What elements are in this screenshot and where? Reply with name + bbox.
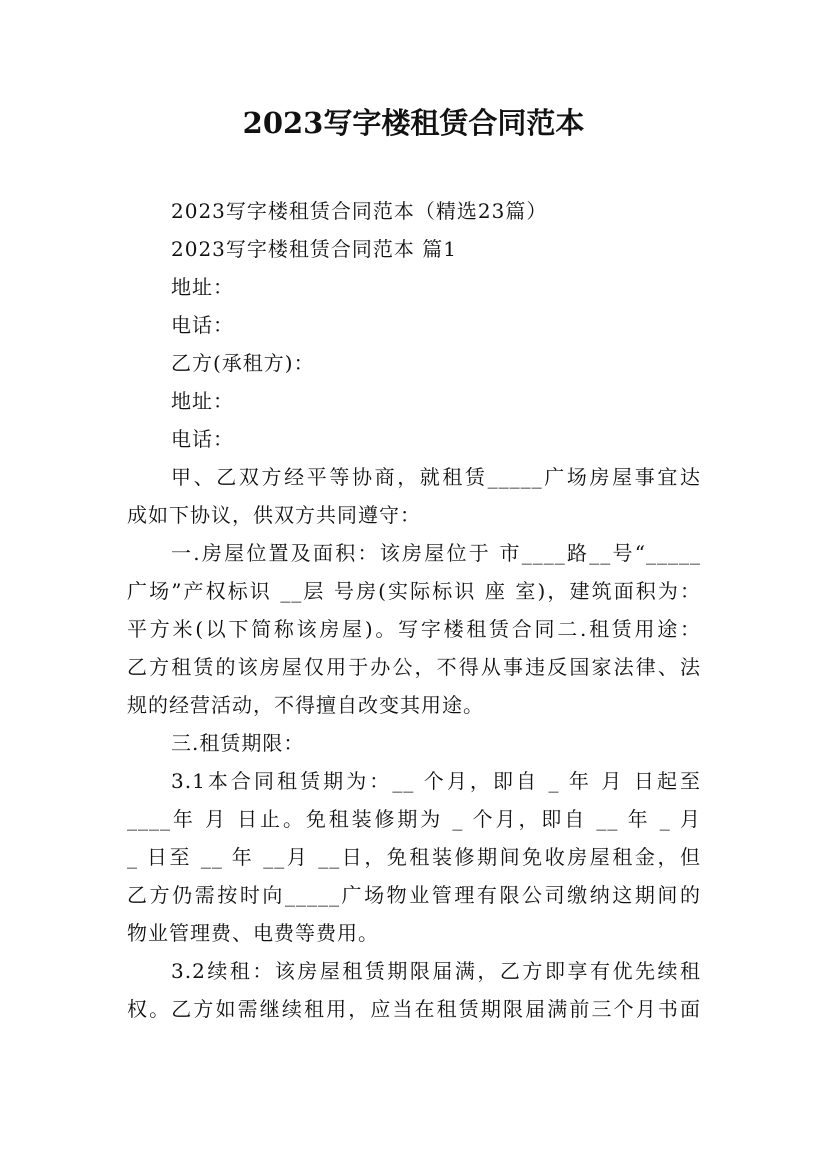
body-line: 电话： [171,313,234,337]
body-line: 三.租赁期限： [171,731,305,755]
body-line: 电话： [171,427,234,451]
body-line: 成如下协议，供双方共同遵守： [127,503,421,527]
body-line: 地址： [171,275,234,299]
body-line: 乙方租赁的该房屋仅用于办公，不得从事违反国家法律、法 [127,655,701,679]
body-line: 一.房屋位置及面积：该房屋位于 市____路__号“_____ [171,541,701,565]
body-line: 3.1本合同租赁期为：__ 个月，即自 _ 年 月 日起至 [171,769,701,793]
body-line: 乙方仍需按时向_____广场物业管理有限公司缴纳这期间的 [127,883,701,907]
document-body [127,192,701,1028]
body-line: _ 日至 __ 年 __月 __日，免租装修期间免收房屋租金，但 [127,845,701,869]
body-line: 平方米(以下简称该房屋)。写字楼租赁合同二.租赁用途： [127,617,701,641]
body-line: 3.2续租：该房屋租赁期限届满，乙方即享有优先续租 [171,959,701,983]
body-line: 规的经营活动，不得擅自改变其用途。 [127,693,484,717]
body-line: 2023写字楼租赁合同范本（精选23篇） [171,199,548,223]
body-line: 乙方(承租方)： [171,351,315,375]
body-line: 地址： [171,389,234,413]
document-title: 2023写字楼租赁合同范本 [242,106,585,140]
body-line: 2023写字楼租赁合同范本 篇1 [171,237,457,261]
body-line: 甲、乙双方经平等协商，就租赁_____广场房屋事宜达 [171,465,701,489]
body-line: ____年 月 日止。免租装修期为 _ 个月，即自 __ 年 _ 月 [127,807,701,831]
body-line: 权。乙方如需继续租用，应当在租赁期限届满前三个月书面 [127,997,701,1021]
body-line: 物业管理费、电费等费用。 [127,921,379,945]
body-line: 广场”产权标识 __层 号房(实际标识 座 室)，建筑面积为： [127,579,701,603]
